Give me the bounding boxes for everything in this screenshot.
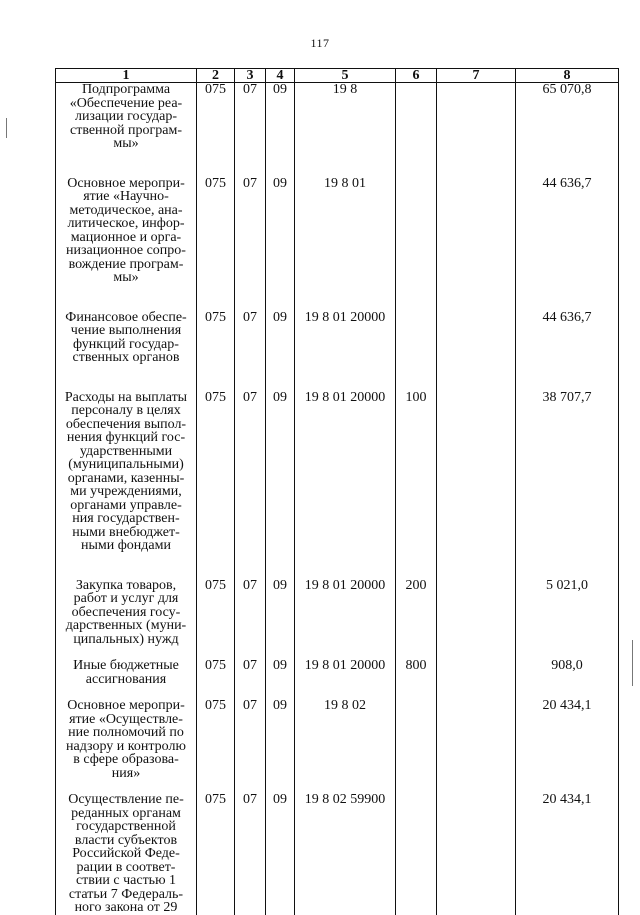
item-name-cell: [56, 177, 197, 311]
grbs-cell: 075: [197, 793, 235, 915]
section-cell: 07: [235, 793, 266, 915]
item-name-line: Закупка товаров,: [75, 577, 177, 593]
expense-type-cell: [396, 177, 437, 311]
item-name-line: (муниципальными): [68, 457, 184, 472]
item-name-line: Финансовое обеспе-: [65, 309, 187, 325]
column-header: 1: [56, 69, 197, 83]
amount-cell: 20 434,1: [516, 699, 619, 793]
expense-type-cell: 200: [396, 579, 437, 660]
item-name-line: Расходы на выплаты: [64, 389, 188, 405]
target-article-cell: 19 8 02 59900: [295, 793, 396, 915]
table-row: [56, 659, 619, 699]
page-number: 117: [310, 36, 330, 50]
item-name-cell: [56, 579, 197, 660]
item-name-line: ными фондами: [80, 538, 171, 553]
item-name-line: обеспечения госу-: [71, 604, 181, 620]
item-name-line: ятие «Научно-: [83, 189, 169, 204]
subsection-cell: 09: [266, 177, 295, 311]
item-name-line: рации в соответ-: [76, 859, 176, 875]
item-name-line: методическое, ана-: [69, 202, 183, 218]
item-name-line: мы»: [113, 136, 139, 151]
item-name-line: ного закона от 29: [74, 900, 178, 915]
grbs-cell: 075: [197, 699, 235, 793]
grbs-cell: 075: [197, 83, 235, 177]
subsection-cell: 09: [266, 311, 295, 391]
subsection-cell: 09: [266, 391, 295, 579]
amount-cell: 908,0: [516, 659, 619, 699]
table-row: [56, 311, 619, 391]
table-row: [56, 793, 619, 915]
target-article-cell: 19 8 02: [295, 699, 396, 793]
item-name-line: персоналу в целях: [71, 403, 181, 418]
table-row: [56, 177, 619, 311]
section-cell: 07: [235, 579, 266, 660]
item-name-line: Осуществление пе-: [68, 792, 184, 807]
item-name-line: ствии с частью 1: [75, 873, 177, 888]
item-name-line: Иные бюджетные: [73, 658, 179, 673]
table-row: [56, 579, 619, 660]
amount-cell: 38 707,7: [516, 391, 619, 579]
section-cell: 07: [235, 177, 266, 311]
column-header: 2: [197, 69, 235, 83]
item-name-line: функций государ-: [73, 336, 179, 352]
item-name-line: обеспечения выпол-: [65, 416, 187, 432]
target-article-cell: 19 8 01 20000: [295, 579, 396, 660]
target-article-cell: 19 8 01 20000: [295, 311, 396, 391]
table-row: [56, 83, 619, 177]
table-row: [56, 391, 619, 579]
item-name-line: работ и услуг для: [73, 591, 179, 606]
subsection-cell: 09: [266, 83, 295, 177]
column-header: 4: [266, 69, 295, 83]
column-7-cell: [437, 83, 516, 177]
column-header: 8: [516, 69, 619, 83]
item-name-line: в сфере образова-: [73, 752, 179, 767]
grbs-cell: 075: [197, 177, 235, 311]
column-7-cell: [437, 311, 516, 391]
item-name-line: власти субъектов: [74, 832, 178, 848]
item-name-cell: [56, 659, 197, 699]
item-name-line: Подпрограмма: [81, 82, 171, 97]
target-article-cell: 19 8 01 20000: [295, 391, 396, 579]
column-7-cell: [437, 659, 516, 699]
item-name-line: ственной програм-: [69, 122, 183, 138]
item-name-cell: [56, 699, 197, 793]
amount-cell: 5 021,0: [516, 579, 619, 660]
item-name-line: ния государствен-: [72, 511, 180, 526]
item-name-line: «Обеспечение реа-: [69, 95, 183, 111]
expense-type-cell: [396, 311, 437, 391]
item-name-line: надзору и контролю: [66, 738, 186, 754]
section-cell: 07: [235, 699, 266, 793]
item-name-cell: [56, 391, 197, 579]
item-name-line: нения функций гос-: [66, 430, 186, 445]
left-edge-mark: [6, 118, 7, 138]
item-name-cell: [56, 311, 197, 391]
item-name-line: мы»: [113, 270, 139, 285]
grbs-cell: 075: [197, 659, 235, 699]
target-article-cell: 19 8 01 20000: [295, 659, 396, 699]
subsection-cell: 09: [266, 699, 295, 793]
item-name-line: ятие «Осуществле-: [69, 711, 183, 727]
item-name-cell: [56, 793, 197, 915]
item-name-line: литическое, инфор-: [67, 216, 185, 231]
item-name-line: ния»: [111, 765, 141, 781]
budget-table: [55, 68, 619, 915]
expense-type-cell: [396, 699, 437, 793]
column-header: 6: [396, 69, 437, 83]
grbs-cell: 075: [197, 311, 235, 391]
item-name-line: ние полномочий по: [68, 725, 184, 740]
amount-cell: 20 434,1: [516, 793, 619, 915]
expense-type-cell: [396, 793, 437, 915]
grbs-cell: 075: [197, 391, 235, 579]
item-name-line: ми учреждениями,: [70, 484, 182, 499]
target-article-cell: 19 8: [295, 83, 396, 177]
column-7-cell: [437, 391, 516, 579]
table-row: [56, 699, 619, 793]
table-body: [56, 83, 619, 915]
item-name-line: ударственными: [79, 443, 173, 459]
section-cell: 07: [235, 83, 266, 177]
column-7-cell: [437, 699, 516, 793]
item-name-line: чение выполнения: [70, 323, 182, 338]
column-header: 5: [295, 69, 396, 83]
amount-cell: 44 636,7: [516, 311, 619, 391]
item-name-line: дарственных (муни-: [65, 618, 187, 633]
item-name-line: мационное и орга-: [70, 229, 182, 245]
subsection-cell: 09: [266, 659, 295, 699]
section-cell: 07: [235, 659, 266, 699]
column-7-cell: [437, 579, 516, 660]
amount-cell: 44 636,7: [516, 177, 619, 311]
item-name-line: Основное меропри-: [67, 175, 185, 191]
expense-type-cell: 100: [396, 391, 437, 579]
item-name-line: Российской Феде-: [72, 846, 180, 861]
item-name-line: ассигнования: [85, 671, 167, 687]
subsection-cell: 09: [266, 579, 295, 660]
item-name-line: органами, казенны-: [67, 470, 185, 486]
column-header: 7: [437, 69, 516, 83]
item-name-line: низационное сопро-: [66, 243, 186, 258]
item-name-line: вождение програм-: [68, 256, 184, 272]
item-name-line: лизации государ-: [74, 109, 178, 124]
item-name-line: государственной: [76, 819, 176, 834]
amount-cell: 65 070,8: [516, 83, 619, 177]
column-7-cell: [437, 793, 516, 915]
expense-type-cell: [396, 83, 437, 177]
item-name-line: ными внебюджет-: [72, 524, 180, 540]
item-name-cell: [56, 83, 197, 177]
column-header: 3: [235, 69, 266, 83]
target-article-cell: 19 8 01: [295, 177, 396, 311]
section-cell: 07: [235, 311, 266, 391]
item-name-line: органами управле-: [70, 497, 182, 513]
header-row: [56, 69, 619, 83]
item-name-line: ципальных) нужд: [73, 631, 179, 647]
item-name-line: Основное меропри-: [67, 698, 185, 713]
expense-type-cell: 800: [396, 659, 437, 699]
right-edge-mark: [632, 640, 633, 686]
subsection-cell: 09: [266, 793, 295, 915]
section-cell: 07: [235, 391, 266, 579]
item-name-line: статьи 7 Федераль-: [68, 886, 184, 902]
item-name-line: ственных органов: [72, 350, 180, 365]
grbs-cell: 075: [197, 579, 235, 660]
column-7-cell: [437, 177, 516, 311]
item-name-line: реданных органам: [71, 805, 181, 821]
